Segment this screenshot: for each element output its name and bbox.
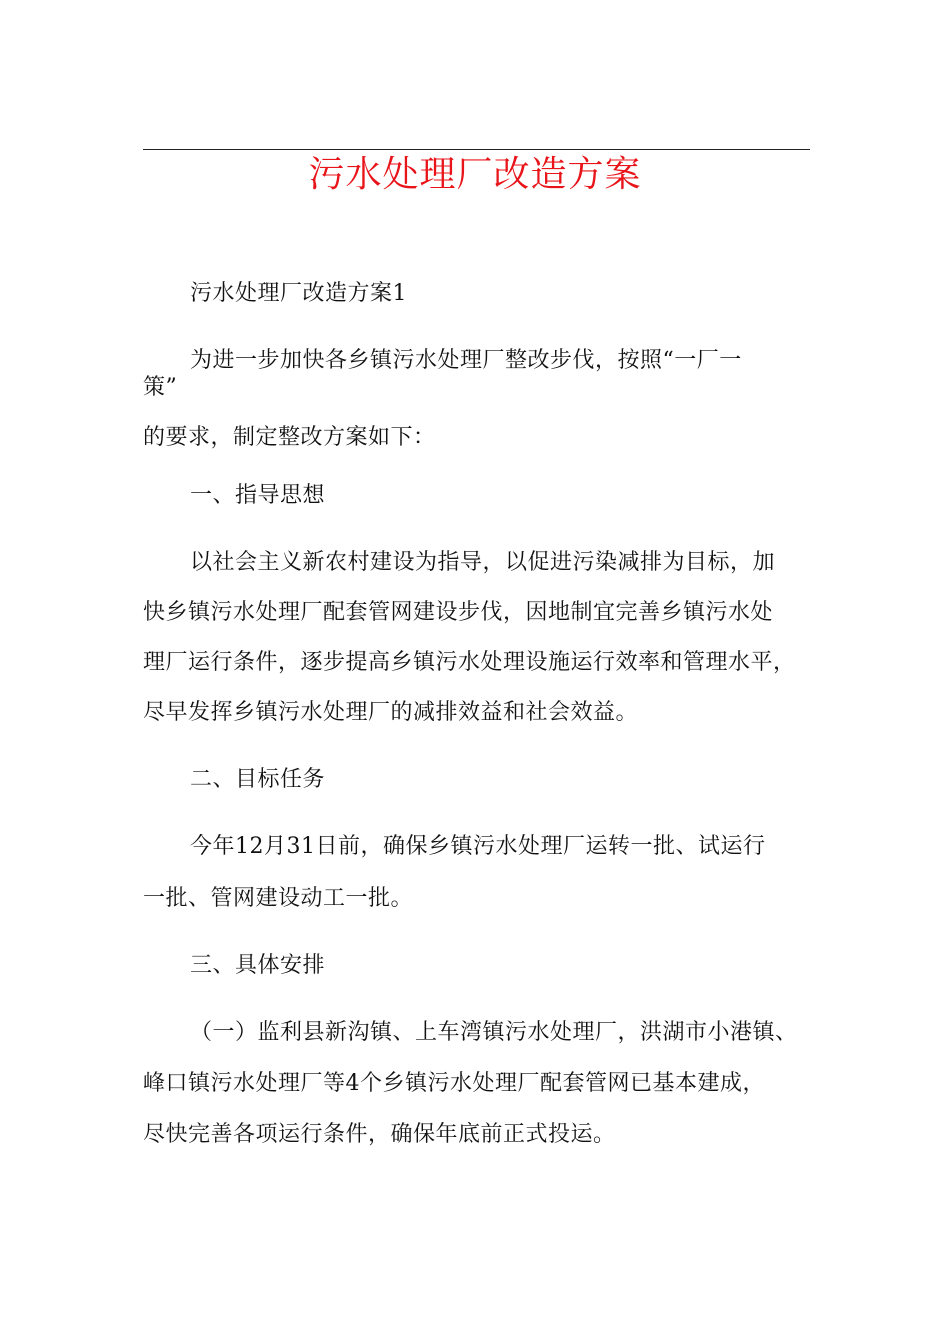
paragraph-line: 策” (143, 375, 178, 400)
paragraph-line: 尽快完善各项运行条件，确保年底前正式投运。 (143, 1122, 616, 1147)
paragraph-line: 为进一步加快各乡镇污水处理厂整改步伐，按照“一厂一 (190, 348, 742, 373)
paragraph-line: 一批、管网建设动工一批。 (143, 886, 414, 911)
document-title: 污水处理厂改造方案 (308, 154, 642, 195)
section-heading: 一、指导思想 (190, 483, 326, 508)
paragraph-line: 的要求，制定整改方案如下： (143, 425, 436, 450)
paragraph-line: 尽早发挥乡镇污水处理厂的减排效益和社会效益。 (143, 700, 639, 725)
paragraph-line: （一）监利县新沟镇、上车湾镇污水处理厂，洪湖市小港镇、 (190, 1020, 798, 1045)
paragraph-line: 以社会主义新农村建设为指导，以促进污染减排为目标，加 (190, 550, 776, 575)
paragraph-line: 峰口镇污水处理厂等4个乡镇污水处理厂配套管网已基本建成， (143, 1071, 765, 1096)
paragraph-line: 今年12月31日前，确保乡镇污水处理厂运转一批、试运行 (190, 834, 766, 859)
section-heading: 二、目标任务 (190, 767, 326, 792)
paragraph-line: 理厂运行条件，逐步提高乡镇污水处理设施运行效率和管理水平， (143, 650, 796, 675)
section-subtitle: 污水处理厂改造方案1 (190, 281, 407, 306)
paragraph-line: 快乡镇污水处理厂配套管网建设步伐，因地制宜完善乡镇污水处 (143, 600, 774, 625)
section-heading: 三、具体安排 (190, 953, 326, 978)
